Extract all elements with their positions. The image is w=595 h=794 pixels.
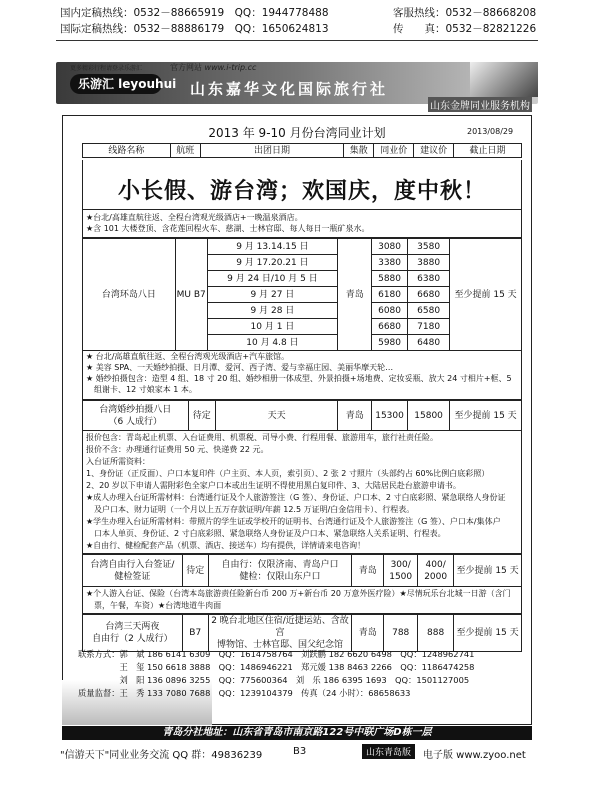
route1-date: 10 月 1 日: [207, 319, 338, 335]
route1-date: 9 月 13.14.15 日: [207, 239, 338, 255]
route3-hub: 青岛: [352, 555, 384, 587]
contact-line: 刘 阳 136 0896 3255 QQ：775600364 刘 乐 186 6395 1693 QQ：1501127005: [78, 675, 470, 685]
decorative-shade: [62, 680, 212, 725]
route4-sub: 自由行（2 人成行）: [92, 634, 173, 644]
route1-name: 台湾环岛八日: [83, 239, 176, 351]
note-line: ★学生办理入台证所需材料：带照片的学生证或学校开的证明书、台湾通行证及个人旅游签注（G 签）、户口本/集体户: [86, 517, 501, 526]
route1-peer: 3080: [372, 239, 408, 255]
route1-deadline: 至少提前 15 天: [450, 239, 522, 351]
note-line: 报价包含：青岛起止机票、入台证费用、机票税、司导小费、行程用餐、旅游用车，旅行社责任险。: [86, 433, 438, 442]
note-line: 入台证所需资料：: [86, 457, 150, 466]
site-label: 官方网站: [170, 63, 202, 72]
fax-number: 传 真：0532－82821226: [393, 23, 537, 35]
route2-name: [83, 401, 189, 431]
route1-date: 9 月 17.20.21 日: [207, 255, 338, 271]
document-date: 2013/08/29: [467, 127, 514, 136]
route3-flight: 待定: [182, 555, 208, 587]
route1-peer: 5980: [372, 335, 408, 351]
route2-table: [82, 400, 522, 431]
route3-peer2: 1500: [389, 571, 413, 582]
branch-address: 青岛分社地址：山东省青岛市南京路122号中联广场D栋一层: [62, 726, 532, 740]
route2-peer: 15300: [372, 401, 408, 431]
col-route: 线路名称: [83, 144, 171, 158]
contact-line: 王 玺 150 6618 3888 QQ：1486946221 郑元媛 138 8463 2266 QQ：1186474258: [78, 662, 475, 672]
route1-hub: 青岛: [338, 239, 372, 351]
route3-peer: [384, 555, 418, 587]
route4-desc2: 博物馆、士林官邸、国父纪念馆: [217, 640, 344, 650]
route1-peer: 6680: [372, 319, 408, 335]
route1-suggest: 3580: [408, 239, 450, 255]
col-suggest: 建议价: [414, 144, 454, 158]
route1-table: [82, 238, 522, 351]
route3-suggest2: 2000: [424, 571, 448, 582]
domestic-hotline: 国内定稿热线：0532－88665919 QQ：1944778488: [60, 7, 329, 19]
international-hotline: 国际定稿热线：0532－88886179 QQ：1650624813: [60, 23, 329, 35]
route1-peer: 6080: [372, 303, 408, 319]
route4-desc: [208, 615, 352, 652]
banner-photo: [470, 62, 538, 97]
col-peer: 同业价: [374, 144, 414, 158]
site-url: www.i-trip.cc: [204, 63, 257, 72]
note-line: 1、身份证（正反面）、户口本复印件（户主页、本人页，索引页）、2 张 2 寸照片（头部约占 60%比例白底彩照）: [86, 469, 490, 478]
header-divider: [56, 40, 538, 41]
route1-date: 10 月 4.8 日: [207, 335, 338, 351]
route1-suggest: 6580: [408, 303, 450, 319]
route1-flight: MU B7: [175, 239, 207, 351]
route4-desc1: 2 晚台北地区住宿/近捷运站、含故宫: [211, 616, 349, 638]
service-hotline: 客服热线：0532－88668208: [393, 7, 537, 19]
route1-suggest: 6480: [408, 335, 450, 351]
wedding-note: ★ 美容 SPA、一天婚纱拍摄、日月潭、爱河、西子湾、爱与幸福庄园、美丽华摩天轮…: [86, 363, 394, 372]
document-title: 2013 年 9-10 月份台湾同业计划: [208, 126, 386, 140]
wedding-note: ★ 台北/高雄直航往返、全程台湾观光级酒店+汽车旅馆。: [86, 352, 290, 361]
note-line: 口本人单页、身份证、2 寸白底彩照、紧急联络人身份证及户口本、紧急联络人关系证明、行程表。: [86, 529, 446, 538]
col-deadline: 截止日期: [454, 144, 522, 158]
route4-flight: B7: [182, 615, 208, 652]
route2-hub: 青岛: [338, 401, 372, 431]
route1-suggest: 7180: [408, 319, 450, 335]
route3-table: [82, 554, 522, 587]
route1-date: 9 月 27 日: [207, 287, 338, 303]
route3-suggest: [418, 555, 454, 587]
col-hub: 集散: [344, 144, 374, 158]
route1-date: 9 月 24 日/10 月 5 日: [207, 271, 338, 287]
wedding-note: 组谢卡、12 寸娘家本 1 本。: [86, 385, 197, 394]
route2-date: 天天: [215, 401, 337, 431]
banner-site: [170, 62, 256, 73]
route2-suggest: 15800: [408, 401, 450, 431]
route3-desc1: 自由行：仅限济南、青岛户口: [221, 559, 339, 570]
note-line: 2、20 岁以下申请人需附彩色全家户口本或出生证明不得使用黑白复印件、3、大陆居民赴台旅游申请书。: [86, 481, 461, 490]
route3-name: [83, 555, 183, 587]
route1-suggest: 3880: [408, 255, 450, 271]
intro-line: ★含 101 大楼登顶、含花莲回程火车、慈湖、士林官邸、每人每日一瓶矿泉水。: [86, 224, 370, 233]
route2-flight: 待定: [188, 401, 215, 431]
company-name: 山东嘉华文化国际旅行社: [190, 80, 389, 98]
intro-line: ★台北/高雄直航往返、全程台湾观光级酒店+一晚温泉酒店。: [86, 213, 303, 222]
route4-deadline: 至少提前 15 天: [454, 615, 522, 652]
footer-page-number: B3: [293, 746, 307, 757]
banner-slogan: 更多精彩行程请登录乐游汇: [70, 65, 143, 72]
note-line: 及户口本、财力证明（一个月以上五万存款证明/年薪 12.5 万证明/白金信用卡）、行程表。: [86, 505, 415, 514]
contact-line: 联系方式：郭 斌 186 6141 6309 QQ：1614758764 刘跃鹏 182 6620 6498 QQ：1248962741: [78, 649, 475, 659]
route2-title: 台湾婚纱拍摄八日: [99, 404, 172, 415]
sub-company: 山东金牌同业服务机构: [428, 97, 532, 112]
headline-box: [82, 160, 522, 210]
route3-title: 台湾自由行入台签证/: [90, 559, 175, 570]
route1-peer: 6180: [372, 287, 408, 303]
note-line: ★成人办理入台证所需材料：台湾通行证及个人旅游签注（G 签）、身份证、户口本、2 寸白底彩照、紧急联络人身份证: [86, 493, 506, 502]
col-flight: 航班: [170, 144, 200, 158]
brand-logo: 乐游汇 leyouhui: [70, 74, 162, 94]
route3-title2: 健检签证: [114, 571, 151, 582]
note-line: ★自由行、健检配套产品（机票、酒店、接送车）均有提供，详情请来电咨询！: [86, 541, 366, 550]
header-table: [82, 143, 522, 158]
route3-desc: [208, 555, 352, 587]
route1-suggest: 6680: [408, 287, 450, 303]
route4-name: [83, 615, 183, 652]
route4-suggest: 888: [418, 615, 454, 652]
note2-line: 票，午餐，车资）★台湾地道牛肉面: [86, 601, 222, 610]
note2-line: ★个人游入台证、保险（台湾本岛旅游责任险新台币 200 万+新台币 20 万意外医疗险）★尽情玩乐台北城一日游（含门: [86, 589, 511, 598]
route3-deadline: 至少提前 15 天: [454, 555, 522, 587]
route4-title: 台湾三天两夜: [105, 622, 160, 632]
route2-deadline: 至少提前 15 天: [450, 401, 522, 431]
note-line: 报价不含：办理通行证费用 50 元、快递费 22 元。: [86, 445, 269, 454]
col-date: 出团日期: [200, 144, 344, 158]
route3-suggest1: 400/: [425, 559, 446, 570]
route2-sub: （6 人成行）: [108, 416, 163, 427]
route1-suggest: 6380: [408, 271, 450, 287]
route4-hub: 青岛: [352, 615, 384, 652]
route1-peer: 3380: [372, 255, 408, 271]
route4-table: [82, 614, 522, 652]
wedding-note: ★ 婚纱拍摄包含：造型 4 组、18 寸 20 组、婚纱相册一体成型、外景拍摄+场地费、定妆妥瓶、放大 24 寸相片+框、5: [86, 374, 512, 383]
route1-date: 9 月 28 日: [207, 303, 338, 319]
route4-peer: 788: [384, 615, 418, 652]
route1-peer: 5880: [372, 271, 408, 287]
footer-qq-group: "信游天下"同业业务交流 QQ 群：49836239: [60, 750, 263, 761]
footer-edition-badge: 山东青岛版: [362, 744, 415, 759]
route3-desc2: 健检：仅限山东户口: [239, 571, 321, 582]
contact-line: 质量监督：王 秀 133 7080 7688 QQ：1239104379 传真（24 小时）：68658633: [78, 688, 411, 698]
footer-website: 电子版 www.zyoo.net: [423, 750, 526, 761]
route3-peer1: 300/: [390, 559, 411, 570]
headline: 小长假、游台湾；欢国庆，度中秋！: [117, 179, 486, 204]
